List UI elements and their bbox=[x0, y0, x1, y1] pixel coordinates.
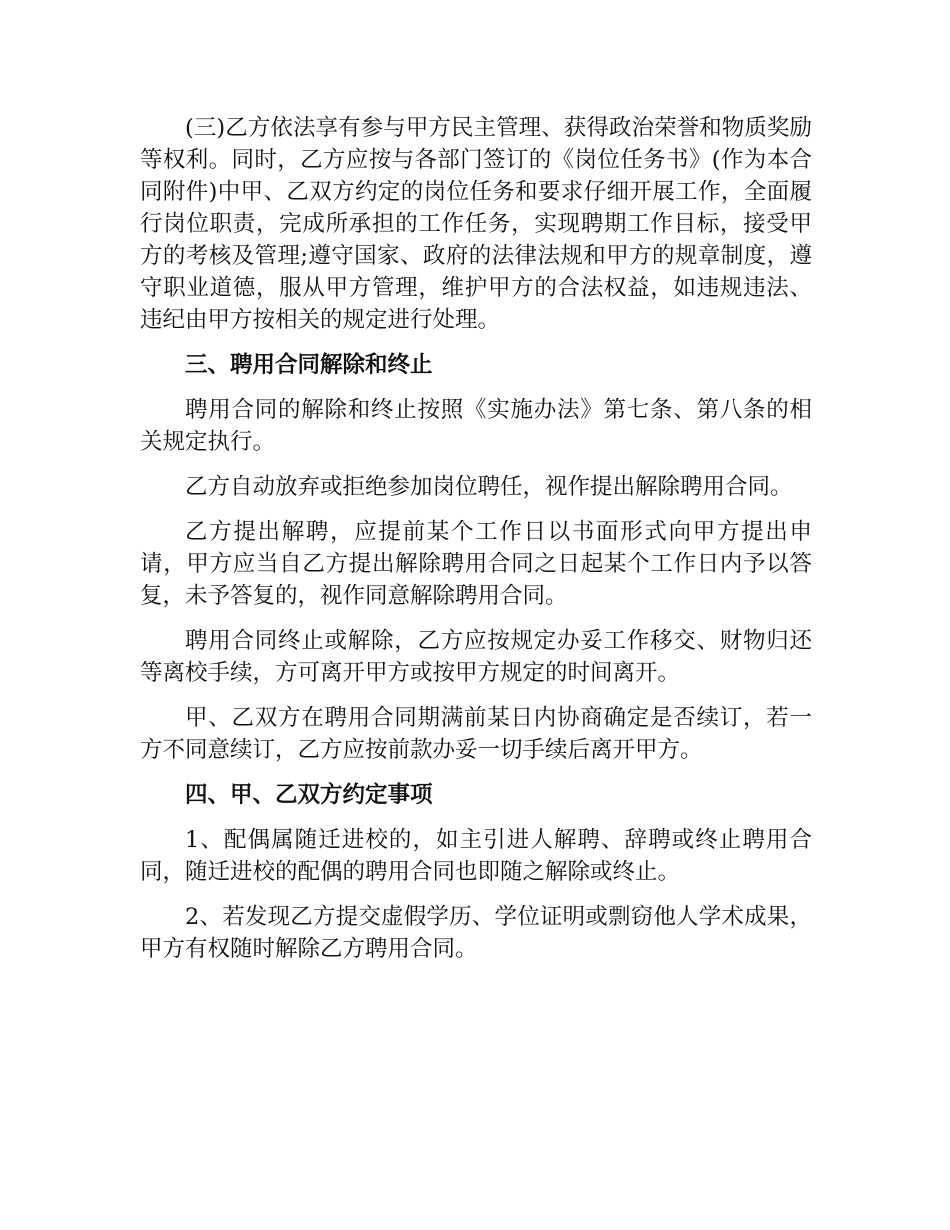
paragraph-resignation-notice: 乙方提出解聘，应提前某个工作日以书面形式向甲方提出申请，甲方应当自乙方提出解除聘用合同之日起某个工作日内予以答复，未予答复的，视作同意解除聘用合同。 bbox=[140, 519, 812, 609]
section-heading-agreed-matters: 四、甲、乙双方约定事项 bbox=[185, 782, 433, 808]
paragraph-renewal: 甲、乙双方在聘用合同期满前某日内协商确定是否续订，若一方不同意续订，乙方应按前款办妥一切手续后离开甲方。 bbox=[140, 705, 812, 763]
paragraph-abandon-post: 乙方自动放弃或拒绝参加岗位聘任，视作提出解除聘用合同。 bbox=[185, 474, 793, 500]
section-heading-termination: 三、聘用合同解除和终止 bbox=[185, 352, 433, 378]
paragraph-termination-rules: 聘用合同的解除和终止按照《实施办法》第七条、第八条的相关规定执行。 bbox=[140, 397, 812, 455]
paragraph-spouse-clause: 1、配偶属随迁进校的，如主引进人解聘、辞聘或终止聘用合同，随迁进校的配偶的聘用合同也即随之解除或终止。 bbox=[140, 827, 812, 885]
paragraph-fraud-clause: 2、若发现乙方提交虚假学历、学位证明或剽窃他人学术成果，甲方有权随时解除乙方聘用合同。 bbox=[140, 904, 812, 962]
paragraph-handover: 聘用合同终止或解除，乙方应按规定办妥工作移交、财物归还等离校手续，方可离开甲方或按甲方规定的时间离开。 bbox=[140, 628, 812, 686]
document-page bbox=[140, 112, 812, 978]
paragraph-party-b-rights: (三)乙方依法享有参与甲方民主管理、获得政治荣誉和物质奖励等权利。同时，乙方应按与各部门签订的《岗位任务书》(作为本合同附件)中甲、乙双方约定的岗位任务和要求仔细开展工作，全面履行岗位职责，完成所承担的工作任务，实现聘期工作目标，接受甲方的考核及管理;遵守国家、政府的法律法规和甲方的规章制度，遵守职业道德，服从甲方管理，维护甲方的合法权益，如违规违法、违纪由甲方按相关的规定进行处理。 bbox=[140, 115, 812, 333]
